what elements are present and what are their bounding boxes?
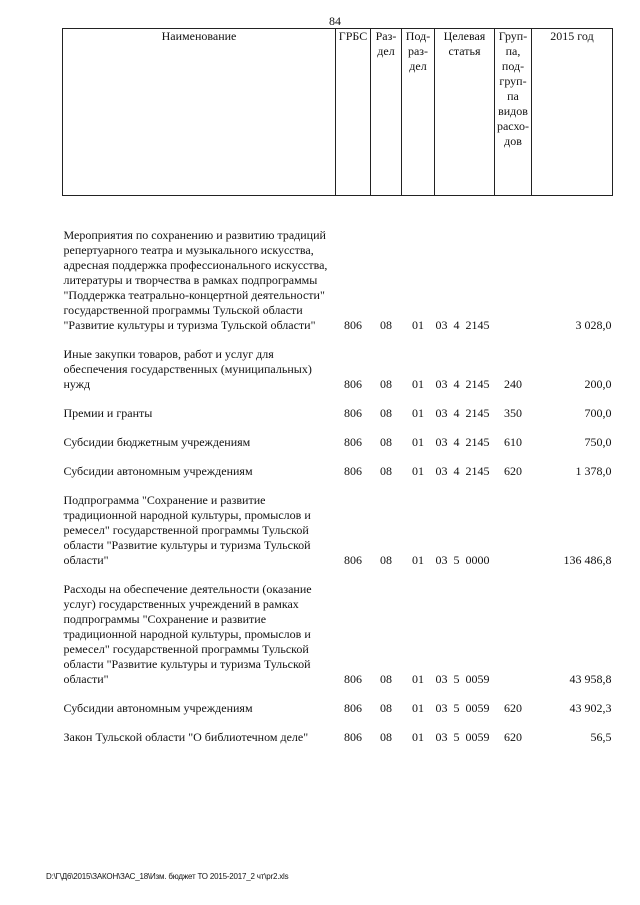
csr-program: 03 bbox=[435, 435, 448, 449]
cell-target-article bbox=[435, 347, 495, 392]
cell-grbs: 806 bbox=[344, 406, 362, 420]
row-spacer bbox=[63, 716, 613, 730]
header-expense-group: Груп- па, под- груп- па видов расхо- дов bbox=[495, 29, 532, 196]
table-row bbox=[63, 464, 613, 479]
csr-program: 03 bbox=[435, 318, 448, 332]
cell-razdel: 08 bbox=[380, 701, 392, 715]
cell-amount-2015: 56,5 bbox=[590, 730, 612, 744]
table-row bbox=[63, 730, 613, 745]
csr-program: 03 bbox=[435, 730, 448, 744]
page-number: 84 bbox=[329, 14, 341, 28]
row-spacer bbox=[63, 333, 613, 347]
cell-amount-2015: 700,0 bbox=[584, 406, 612, 420]
cell-podrazdel: 01 bbox=[412, 435, 424, 449]
cell-grbs: 806 bbox=[344, 464, 362, 478]
csr-subprogram: 4 bbox=[453, 464, 460, 478]
cell-name: Премии и гранты bbox=[63, 406, 153, 420]
table-body bbox=[63, 196, 613, 746]
cell-grbs: 806 bbox=[344, 553, 362, 567]
cell-amount-2015: 43 958,8 bbox=[569, 672, 612, 686]
cell-expense-group bbox=[495, 228, 532, 333]
cell-target-article bbox=[435, 464, 495, 479]
cell-expense-group: 240 bbox=[504, 377, 522, 391]
row-spacer bbox=[63, 392, 613, 406]
cell-amount-2015: 3 028,0 bbox=[575, 318, 612, 332]
cell-podrazdel: 01 bbox=[412, 672, 424, 686]
cell-expense-group: 620 bbox=[504, 701, 522, 715]
row-spacer bbox=[63, 479, 613, 493]
cell-grbs: 806 bbox=[344, 701, 362, 715]
cell-target-article bbox=[435, 582, 495, 687]
header-name: Наименование bbox=[63, 29, 336, 196]
cell-razdel: 08 bbox=[380, 672, 392, 686]
cell-amount-2015: 750,0 bbox=[584, 435, 612, 449]
cell-name: Иные закупки товаров, работ и услуг для обеспечения государственных (муниципальных) нужд bbox=[63, 347, 312, 391]
csr-subprogram: 5 bbox=[453, 701, 460, 715]
csr-subprogram: 5 bbox=[453, 672, 460, 686]
cell-name: Расходы на обеспечение деятельности (оказание услуг) государственных учреждений в рамках подпрограммы "Сохранение и развитие традиционной народной культуры, промыслов и ремесел" государственной программы Тульской области "Развитие культуры и туризма Тульской области" bbox=[63, 582, 312, 686]
cell-expense-group: 620 bbox=[504, 730, 522, 744]
csr-direction: 2145 bbox=[465, 318, 490, 332]
csr-subprogram: 4 bbox=[453, 377, 460, 391]
table-row bbox=[63, 228, 613, 333]
csr-subprogram: 4 bbox=[453, 406, 460, 420]
cell-grbs: 806 bbox=[344, 435, 362, 449]
cell-name: Субсидии бюджетным учреждениям bbox=[63, 435, 251, 449]
cell-podrazdel: 01 bbox=[412, 553, 424, 567]
cell-podrazdel: 01 bbox=[412, 406, 424, 420]
csr-direction: 2145 bbox=[465, 406, 490, 420]
cell-target-article bbox=[435, 701, 495, 716]
cell-razdel: 08 bbox=[380, 730, 392, 744]
header-podrazdel: Под- раз- дел bbox=[402, 29, 435, 196]
cell-grbs: 806 bbox=[344, 377, 362, 391]
cell-razdel: 08 bbox=[380, 406, 392, 420]
csr-direction: 2145 bbox=[465, 377, 490, 391]
cell-name: Мероприятия по сохранению и развитию традиций репертуарного театра и музыкального искусства, адресная поддержка профессионального искусства, литературы и творчества в рамках подпрограммы "Поддержка театрально-концертной деятельности" государственной программы Тульской области "Развитие культуры и туризма Тульской области" bbox=[63, 228, 328, 332]
cell-target-article bbox=[435, 493, 495, 568]
csr-subprogram: 5 bbox=[453, 553, 460, 567]
cell-podrazdel: 01 bbox=[412, 701, 424, 715]
cell-razdel: 08 bbox=[380, 318, 392, 332]
table-row bbox=[63, 435, 613, 450]
cell-name: Субсидии автономным учреждениям bbox=[63, 464, 253, 478]
csr-subprogram: 4 bbox=[453, 318, 460, 332]
row-spacer bbox=[63, 196, 613, 229]
cell-expense-group: 610 bbox=[504, 435, 522, 449]
cell-target-article bbox=[435, 228, 495, 333]
cell-podrazdel: 01 bbox=[412, 730, 424, 744]
cell-razdel: 08 bbox=[380, 553, 392, 567]
row-spacer bbox=[63, 687, 613, 701]
cell-podrazdel: 01 bbox=[412, 377, 424, 391]
file-path-footer: D:\Г\Д6\2015\ЗАКОН\ЗАС_18\Изм. бюджет ТО 2015-2017_2 чт\pr2.xls bbox=[46, 872, 289, 881]
header-grbs: ГРБС bbox=[336, 29, 371, 196]
cell-expense-group bbox=[495, 493, 532, 568]
cell-grbs: 806 bbox=[344, 318, 362, 332]
csr-program: 03 bbox=[435, 701, 448, 715]
csr-program: 03 bbox=[435, 377, 448, 391]
csr-direction: 0059 bbox=[465, 672, 490, 686]
csr-program: 03 bbox=[435, 464, 448, 478]
cell-target-article bbox=[435, 730, 495, 745]
cell-amount-2015: 1 378,0 bbox=[575, 464, 612, 478]
csr-program: 03 bbox=[435, 553, 448, 567]
row-spacer bbox=[63, 421, 613, 435]
table-row bbox=[63, 406, 613, 421]
table-row bbox=[63, 582, 613, 687]
csr-direction: 0000 bbox=[465, 553, 490, 567]
cell-grbs: 806 bbox=[344, 672, 362, 686]
cell-amount-2015: 136 486,8 bbox=[563, 553, 612, 567]
table-row bbox=[63, 493, 613, 568]
cell-target-article bbox=[435, 406, 495, 421]
cell-razdel: 08 bbox=[380, 377, 392, 391]
cell-expense-group bbox=[495, 582, 532, 687]
cell-name: Закон Тульской области "О библиотечном деле" bbox=[63, 730, 309, 744]
cell-name: Субсидии автономным учреждениям bbox=[63, 701, 253, 715]
csr-direction: 0059 bbox=[465, 701, 490, 715]
cell-amount-2015: 43 902,3 bbox=[569, 701, 612, 715]
cell-target-article bbox=[435, 435, 495, 450]
cell-amount-2015: 200,0 bbox=[584, 377, 612, 391]
budget-table bbox=[62, 28, 613, 745]
table-row bbox=[63, 347, 613, 392]
header-target-article: Целевая статья bbox=[435, 29, 495, 196]
cell-razdel: 08 bbox=[380, 464, 392, 478]
csr-direction: 2145 bbox=[465, 435, 490, 449]
csr-subprogram: 4 bbox=[453, 435, 460, 449]
cell-expense-group: 350 bbox=[504, 406, 522, 420]
csr-program: 03 bbox=[435, 672, 448, 686]
cell-podrazdel: 01 bbox=[412, 464, 424, 478]
csr-program: 03 bbox=[435, 406, 448, 420]
header-year: 2015 год bbox=[532, 29, 613, 196]
cell-name: Подпрограмма "Сохранение и развитие традиционной народной культуры, промыслов и ремесел" государственной программы Тульской области "Развитие культуры и туризма Тульской области" bbox=[63, 493, 311, 567]
cell-grbs: 806 bbox=[344, 730, 362, 744]
table-header-row bbox=[63, 29, 613, 196]
row-spacer bbox=[63, 450, 613, 464]
table-row bbox=[63, 701, 613, 716]
cell-podrazdel: 01 bbox=[412, 318, 424, 332]
cell-expense-group: 620 bbox=[504, 464, 522, 478]
csr-direction: 2145 bbox=[465, 464, 490, 478]
header-razdel: Раз- дел bbox=[371, 29, 402, 196]
cell-razdel: 08 bbox=[380, 435, 392, 449]
row-spacer bbox=[63, 568, 613, 582]
csr-subprogram: 5 bbox=[453, 730, 460, 744]
csr-direction: 0059 bbox=[465, 730, 490, 744]
